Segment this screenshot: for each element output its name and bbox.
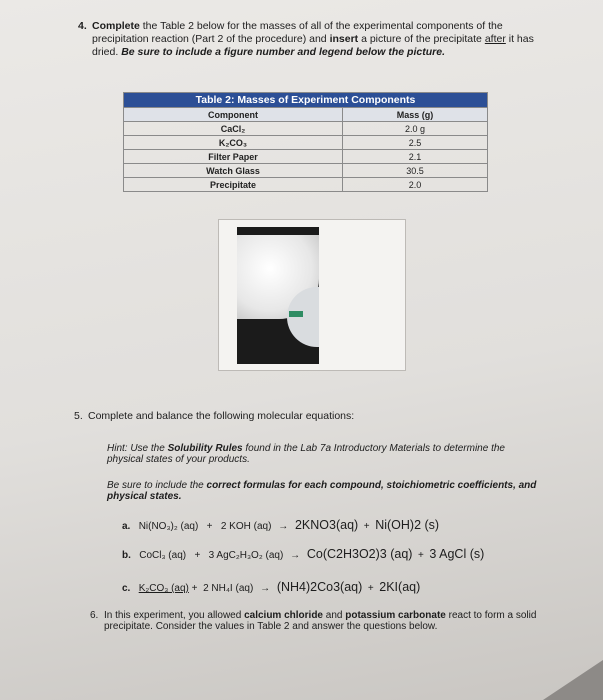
q4-text-2: a picture of the precipitate [358,33,485,45]
reaction-arrow-icon: → [278,521,289,532]
page-corner-shadow [543,660,603,700]
component-cell: Filter Paper [124,150,343,164]
plus-sign: + [418,550,424,561]
mass-cell: 2.1 [343,150,488,164]
table-row [124,136,488,150]
precipitate-picture-frame [218,219,406,371]
q6-bold-1: calcium chloride [244,610,323,621]
question-4 [78,20,552,59]
equation-label: a. [122,521,131,532]
equation-label: c. [122,583,131,594]
hint-text [107,443,537,465]
reactant-2: 3 AgC₂H₃O₂ (aq) [208,550,284,561]
plus-sign: + [363,521,370,532]
equation-label: b. [122,550,131,561]
reaction-arrow-icon: → [260,583,271,594]
q4-text-3: it has dried. [92,33,534,58]
q4-insert-word: insert [329,33,359,45]
product-2: 2KI(aq) [379,580,421,594]
mass-cell: 30.5 [343,164,488,178]
q4-complete-word: Complete [92,20,140,32]
product-1: Co(C2H3O2)3 (aq) [306,547,413,561]
plus-sign: + [191,583,198,594]
q4-italic-note: Be sure to include a figure number and legend below the picture. [121,46,445,58]
mass-cell: 2.5 [343,136,488,150]
be-sure-text [107,480,537,502]
reactant-2: 2 KOH (aq) [220,521,272,532]
table-row [124,178,488,192]
component-cell: Watch Glass [124,164,343,178]
product-2: 3 AgCl (s) [429,547,485,561]
label-tag-image [289,311,303,317]
q6-bold-2: potassium carbonate [345,610,446,621]
product-1: 2KNO3(aq) [294,518,359,532]
q5-text: Complete and balance the following molecular equations: [88,410,355,422]
question-number: 4. [78,20,87,32]
q6-text-3: react to form a solid precipitate. Consider the values in Table 2 and answer the questions below. [104,610,537,632]
reactant-2: 2 NH₄I (aq) [203,583,254,594]
column-header-component: Component [124,108,343,122]
q4-text-1: the Table 2 below for the masses of all of the experimental components of the precipitation reaction (Part 2 of the procedure) and [92,20,503,45]
reactant-1: CoCl₃ (aq) [139,550,187,561]
equation-c [122,580,420,594]
mass-cell: 2.0 [343,178,488,192]
hint-prefix: Hint: Use the [107,443,168,454]
table-row [124,122,488,136]
reactant-1: K₂CO₃ (aq) [138,583,189,594]
q6-text-1: In this experiment, you allowed [104,610,245,621]
product-2: Ni(OH)2 (s) [375,518,440,532]
q6-text-2: and [323,610,346,621]
reaction-arrow-icon: → [290,550,301,561]
mass-cell: 2.0 g [343,122,488,136]
equation-a [122,518,439,532]
hint-rest: found in the Lab 7a Introductory Materials to determine the physical states of your products. [107,443,505,465]
component-cell: CaCl₂ [124,122,343,136]
question-5 [74,410,558,422]
hint-bold: Solubility Rules [167,443,243,454]
plus-sign: + [367,583,374,594]
equation-b [122,547,484,561]
q4-after-word: after [484,33,506,45]
precipitate-photo [237,227,319,364]
table-row [124,150,488,164]
besure-bold: correct formulas for each compound, stoichiometric coefficients, and physical states. [107,480,537,502]
plus-sign: + [194,550,201,561]
besure-prefix: Be sure to include the [107,480,207,491]
column-header-mass: Mass (g) [343,108,488,122]
component-cell: Precipitate [124,178,343,192]
product-1: (NH4)2Co3(aq) [276,580,363,594]
question-6 [90,610,544,632]
table-row [124,164,488,178]
question-number: 6. [90,610,99,621]
plus-sign: + [206,521,213,532]
component-cell: K₂CO₃ [124,136,343,150]
table-2-masses [123,92,488,192]
table-title: Table 2: Masses of Experiment Components [124,93,488,108]
question-number: 5. [74,410,83,422]
reactant-1: Ni(NO₃)₂ (aq) [138,521,199,532]
